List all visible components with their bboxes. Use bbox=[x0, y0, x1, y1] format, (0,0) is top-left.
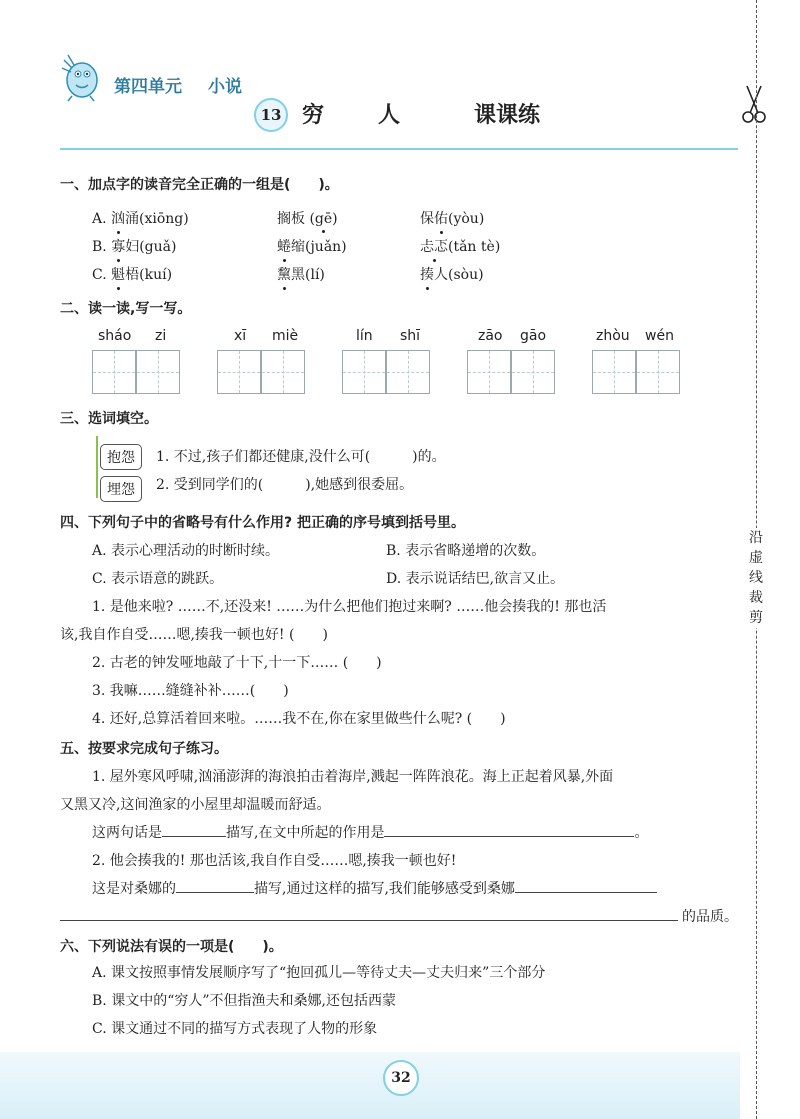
q5-passage-1b: 又黑又冷,这间渔家的小屋里却温暖而舒适。 bbox=[60, 797, 331, 813]
cut-instruction: 沿 虚 线 裁 剪 bbox=[745, 528, 767, 628]
pinyin-2a: xī bbox=[234, 328, 247, 344]
pinyin-4a: zāo bbox=[478, 328, 503, 344]
blank-5[interactable] bbox=[60, 920, 678, 921]
pinyin-1b: zi bbox=[155, 328, 167, 344]
q4-sentence-4: 4. 还好,总算活着回来啦。……我不在,你在家里做些什么呢? ( ) bbox=[92, 711, 506, 727]
q4-sentence-3: 3. 我嘛……缝缝补补……( ) bbox=[92, 683, 289, 699]
lesson-title-char-1: 穷 bbox=[302, 103, 325, 128]
pinyin-3a: lín bbox=[356, 328, 373, 344]
practice-label: 课课练 bbox=[474, 103, 541, 128]
q1-option-a1: A. 汹涌(xiōng) bbox=[92, 208, 189, 228]
pinyin-2b: miè bbox=[272, 328, 299, 344]
q3-item-2: 2. 受到同学们的( ),她感到很委屈。 bbox=[156, 477, 414, 493]
q4-sentence-1b: 该,我自作自受……嗯,揍我一顿也好! ( ) bbox=[60, 627, 328, 643]
lesson-number-badge bbox=[254, 98, 288, 132]
writing-cell[interactable] bbox=[386, 350, 430, 394]
q6-title: 六、下列说法有误的一项是( )。 bbox=[60, 939, 283, 955]
mascot-icon bbox=[58, 52, 104, 102]
q4-option-b: B. 表示省略递增的次数。 bbox=[386, 543, 546, 559]
writing-cell[interactable] bbox=[342, 350, 386, 394]
blank-4[interactable] bbox=[515, 878, 657, 893]
q4-title: 四、下列句子中的省略号有什么作用? 把正确的序号填到括号里。 bbox=[60, 515, 465, 531]
pinyin-1a: sháo bbox=[98, 328, 132, 344]
blank-2[interactable] bbox=[384, 822, 634, 837]
q3-item-1: 1. 不过,孩子们都还健康,没什么可( )的。 bbox=[156, 449, 446, 465]
pinyin-4b: gāo bbox=[520, 328, 547, 344]
q1-option-b2: 蜷缩(juǎn) bbox=[277, 236, 347, 256]
q1-option-c2: 黧黑(lí) bbox=[277, 264, 325, 284]
q3-title: 三、选词填空。 bbox=[60, 411, 158, 427]
writing-cell[interactable] bbox=[467, 350, 511, 394]
writing-cell[interactable] bbox=[92, 350, 136, 394]
writing-cell[interactable] bbox=[217, 350, 261, 394]
blank-3[interactable] bbox=[176, 878, 254, 893]
pinyin-5a: zhòu bbox=[596, 328, 630, 344]
writing-cell[interactable] bbox=[511, 350, 555, 394]
header-rule bbox=[60, 148, 738, 150]
blank-1[interactable] bbox=[162, 822, 226, 837]
writing-cell[interactable] bbox=[136, 350, 180, 394]
genre-label: 小说 bbox=[208, 77, 242, 97]
word-choice-2: 埋怨 bbox=[100, 476, 142, 502]
q1-option-b1: B. 寡妇(guǎ) bbox=[92, 236, 176, 256]
q1-title: 一、加点字的读音完全正确的一组是( )。 bbox=[60, 177, 339, 193]
footer-band bbox=[0, 1052, 740, 1119]
q6-option-b: B. 课文中的“穷人”不但指渔夫和桑娜,还包括西蒙 bbox=[92, 993, 396, 1009]
q4-option-a: A. 表示心理活动的时断时续。 bbox=[92, 543, 280, 559]
lesson-number: 13 bbox=[260, 106, 282, 124]
q5-title: 五、按要求完成句子练习。 bbox=[60, 741, 228, 757]
writing-cell[interactable] bbox=[261, 350, 305, 394]
q5-fill-2: 这是对桑娜的 描写,通过这样的描写,我们能够感受到桑娜 bbox=[92, 878, 657, 898]
writing-cell[interactable] bbox=[592, 350, 636, 394]
page-number-badge bbox=[383, 1060, 419, 1096]
page-number: 32 bbox=[391, 1070, 411, 1086]
scissors-icon bbox=[741, 84, 767, 124]
q4-option-c: C. 表示语意的跳跃。 bbox=[92, 571, 224, 587]
q2-title: 二、读一读,写一写。 bbox=[60, 301, 192, 317]
lesson-title-char-2: 人 bbox=[378, 103, 401, 128]
writing-cell[interactable] bbox=[636, 350, 680, 394]
q4-sentence-2: 2. 古老的钟发哑地敲了十下,十一下…… ( ) bbox=[92, 655, 382, 671]
q5-fill-2-end: 的品质。 bbox=[682, 909, 738, 925]
word-choice-1: 抱怨 bbox=[100, 444, 142, 470]
unit-label: 第四单元 bbox=[114, 77, 182, 97]
q1-option-b3: 忐忑(tǎn tè) bbox=[420, 236, 500, 256]
q1-option-c1: C. 魁梧(kuí) bbox=[92, 264, 172, 284]
q6-option-a: A. 课文按照事情发展顺序写了“抱回孤儿—等待丈夫—丈夫归来”三个部分 bbox=[92, 965, 546, 981]
pinyin-3b: shī bbox=[400, 328, 421, 344]
q1-option-c3: 揍人(sòu) bbox=[420, 264, 484, 284]
q4-option-d: D. 表示说话结巴,欲言又止。 bbox=[386, 571, 565, 587]
pinyin-5b: wén bbox=[645, 328, 674, 344]
q1-option-a2: 搁板 (gē) bbox=[277, 211, 338, 227]
q5-passage-2: 2. 他会揍我的! 那也活该,我自作自受……嗯,揍我一顿也好! bbox=[92, 853, 457, 869]
q5-fill-1: 这两句话是 描写,在文中所起的作用是 。 bbox=[92, 822, 648, 842]
q4-sentence-1a: 1. 是他来啦? ……不,还没来! ……为什么把他们抱过来啊? ……他会揍我的! 那也活 bbox=[92, 599, 607, 615]
q1-option-a3: 保佑(yòu) bbox=[420, 208, 484, 228]
q5-passage-1a: 1. 屋外寒风呼啸,汹涌澎湃的海浪拍击着海岸,溅起一阵阵浪花。海上正起着风暴,外面 bbox=[92, 769, 614, 785]
q6-option-c: C. 课文通过不同的描写方式表现了人物的形象 bbox=[92, 1021, 378, 1037]
